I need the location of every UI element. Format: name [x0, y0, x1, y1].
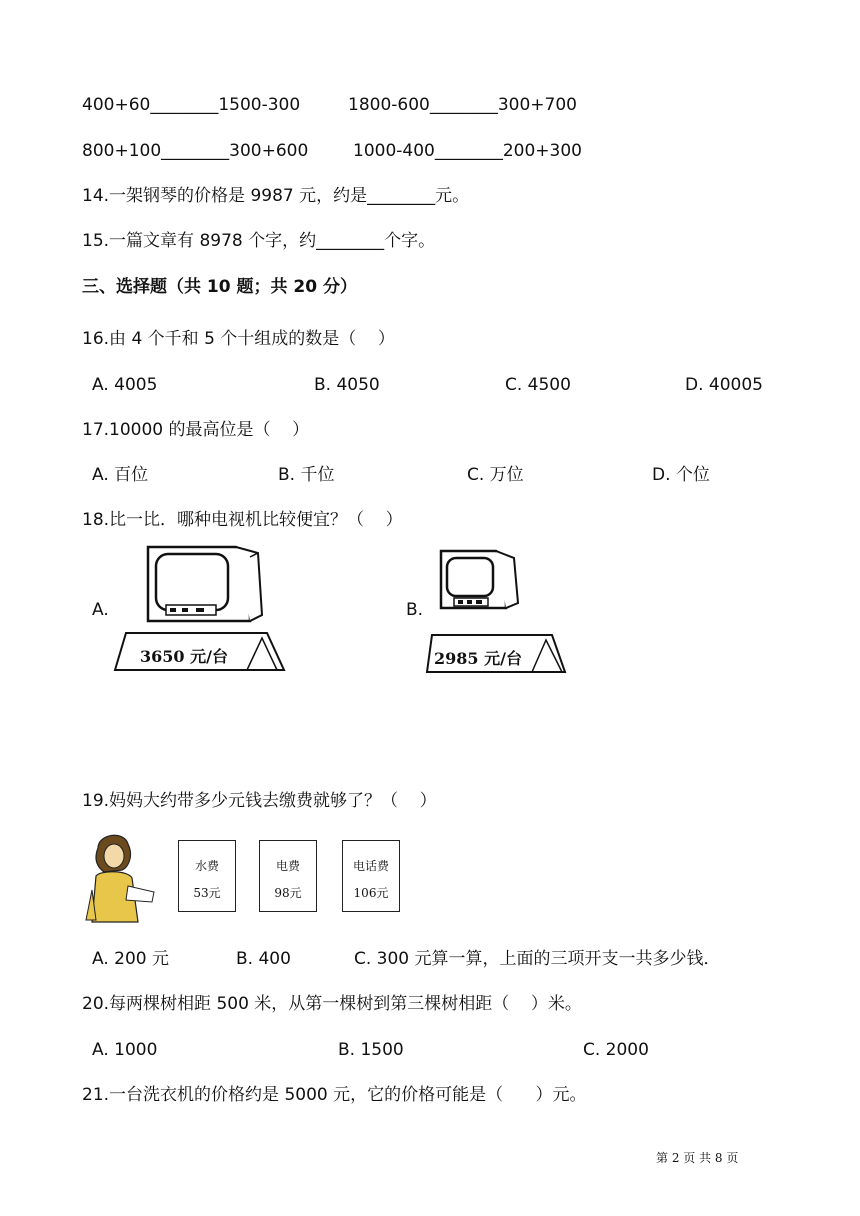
section-heading-choice: 三、选择题（共 10 题；共 20 分） — [82, 277, 357, 297]
q16-option-d[interactable]: D. 40005 — [685, 375, 763, 395]
question-16: 16.由 4 个千和 5 个十组成的数是（ ） — [82, 329, 395, 349]
q17-option-d[interactable]: D. 个位 — [652, 465, 710, 485]
comparison-row2-right: 1000-400________200+300 — [353, 141, 582, 161]
comparison-row1-left: 400+60________1500-300 — [82, 95, 301, 115]
page-footer: 第 2 页 共 8 页 — [656, 1151, 739, 1165]
q19-option-c[interactable]: C. 300 元算一算，上面的三项开支一共多少钱． — [354, 949, 721, 969]
question-15: 15.一篇文章有 8978 个字，约________个字。 — [82, 231, 436, 251]
q18-option-a-label[interactable]: A. — [92, 600, 109, 620]
question-18: 18.比一比．哪种电视机比较便宜？（ ） — [82, 510, 403, 530]
q16-option-c[interactable]: C. 4500 — [505, 375, 571, 395]
question-20: 20.每两棵树相距 500 米，从第一棵树到第三棵树相距（ ）米。 — [82, 994, 582, 1014]
q20-option-a[interactable]: A. 1000 — [92, 1040, 158, 1060]
q20-option-b[interactable]: B. 1500 — [338, 1040, 404, 1060]
comparison-row2-left: 800+100________300+600 — [82, 141, 309, 161]
tv-large-icon — [140, 543, 315, 638]
q18-option-b-label[interactable]: B. — [406, 600, 424, 620]
q17-option-a[interactable]: A. 百位 — [92, 465, 149, 485]
bill-water: 水费 53元 — [178, 840, 236, 912]
bill-electricity: 电费 98元 — [259, 840, 317, 912]
bill-phone: 电话费 106元 — [342, 840, 400, 912]
tv-small-icon — [436, 548, 531, 618]
question-21: 21.一台洗衣机的价格约是 5000 元，它的价格可能是（ ）元。 — [82, 1085, 587, 1105]
q20-option-c[interactable]: C. 2000 — [583, 1040, 649, 1060]
q19-option-b[interactable]: B. 400 — [236, 949, 291, 969]
q17-option-c[interactable]: C. 万位 — [467, 465, 524, 485]
mother-illustration — [84, 830, 164, 925]
q19-option-a[interactable]: A. 200 元 — [92, 949, 169, 969]
q17-option-b[interactable]: B. 千位 — [278, 465, 335, 485]
comparison-row1-right: 1800-600________300+700 — [348, 95, 577, 115]
price-label-b: 2985 元/台 — [434, 649, 522, 668]
q16-option-b[interactable]: B. 4050 — [314, 375, 380, 395]
question-19: 19.妈妈大约带多少元钱去缴费就够了？（ ） — [82, 791, 437, 811]
price-label-a: 3650 元/台 — [140, 647, 228, 666]
question-17: 17.10000 的最高位是（ ） — [82, 420, 310, 440]
q16-option-a[interactable]: A. 4005 — [92, 375, 158, 395]
question-14: 14.一架钢琴的价格是 9987 元，约是________元。 — [82, 186, 470, 206]
